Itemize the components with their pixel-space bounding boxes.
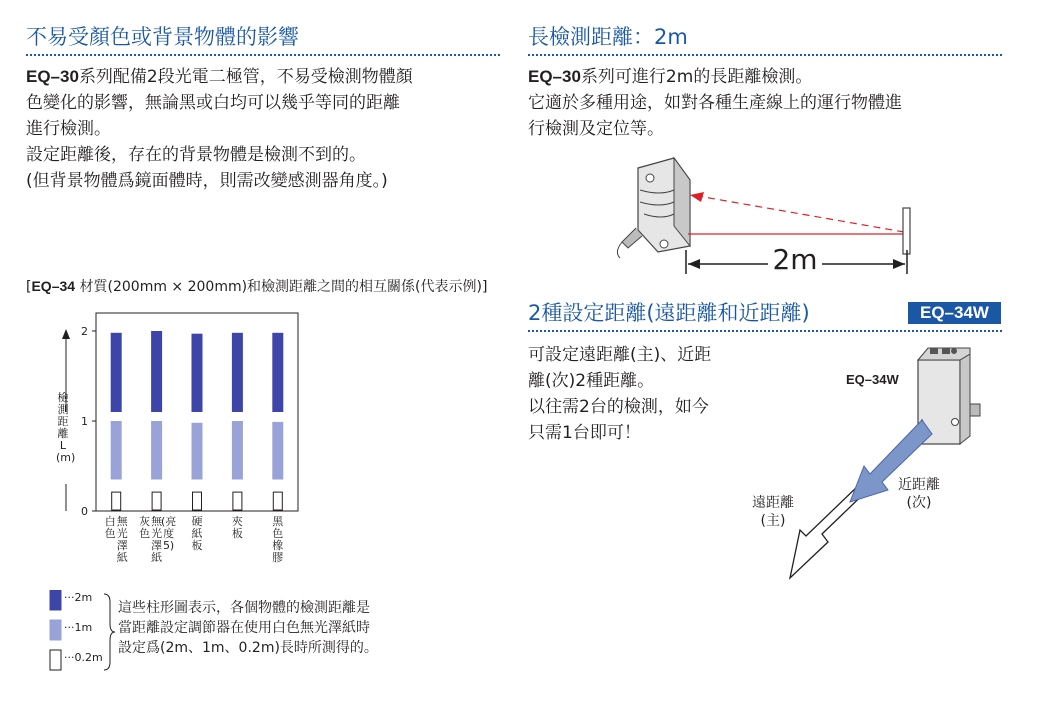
right-bottom-heading-rule	[528, 330, 1002, 332]
y-axis-label-char: (m)	[56, 451, 76, 464]
dimension-arrow-right-icon	[893, 259, 905, 269]
model-badge: EQ–34W	[908, 302, 1001, 324]
y-tick-label-0: 0	[81, 505, 88, 518]
category-label-2-0-0: 硬	[191, 515, 203, 528]
category-label-2-0-2: 板	[191, 539, 203, 552]
legend-label-2m: ···2m	[64, 591, 93, 604]
distance-label: 2m	[772, 243, 818, 276]
left-intro-line2: 色變化的影響，無論黑或白均可以幾乎等同的距離	[26, 93, 400, 113]
right-bottom-line1: 可設定遠距離(主)、近距	[528, 345, 712, 365]
y-tick-label-1: 1	[81, 415, 88, 428]
far-label-line2: (主)	[760, 513, 786, 529]
category-label-1-2-1: 度	[163, 527, 175, 540]
bar-1m-1	[151, 421, 162, 480]
near-label	[898, 476, 940, 512]
left-intro-line1: 系列配備2段光電二極管，不易受檢測物體顏	[78, 67, 413, 87]
bar-2m-4	[272, 333, 283, 412]
category-label-4-0-2: 橡	[272, 539, 284, 552]
y-axis-arrowhead-icon	[62, 329, 70, 339]
bar-02m-1	[152, 492, 161, 510]
far-label-line1: 遠距離	[752, 495, 794, 511]
left-line5: (但背景物體爲鏡面體時，則需改變感測器角度。)	[26, 171, 388, 191]
target-plate-icon	[903, 208, 910, 254]
category-label-1-2-2: 5)	[162, 539, 175, 552]
bar-1m-4	[272, 422, 283, 480]
legend-swatch-1m	[50, 620, 61, 640]
category-label-1-2-0: (亮	[160, 515, 177, 528]
chart-caption	[26, 276, 487, 296]
right-bottom-line3: 以往需2台的檢測，如今	[528, 397, 709, 417]
left-paragraph	[26, 64, 413, 194]
category-label-0-0-0: 白	[104, 515, 116, 528]
right-bottom-heading: 2種設定距離(遠距離和近距離)	[528, 301, 810, 325]
legend-swatch-2m	[50, 590, 61, 610]
bar-2m-2	[192, 334, 203, 412]
legend-note-line1: 這些柱形圖表示，各個物體的檢測距離是	[118, 600, 370, 616]
legend-brace	[100, 592, 116, 672]
bar-2m-3	[232, 333, 243, 412]
dual-distance-illustration	[770, 334, 1000, 584]
left-line4: 設定距離後，存在的背景物體是檢測不到的。	[26, 145, 366, 165]
material-distance-chart	[40, 305, 310, 580]
reflect-beam	[698, 196, 904, 232]
category-label-0-0-1: 色	[104, 527, 116, 540]
long-distance-illustration	[600, 150, 930, 280]
right-bottom-line2: 離(次)2種距離。	[528, 371, 655, 391]
left-intro-model: EQ–30	[26, 67, 79, 86]
bar-2m-1	[151, 331, 162, 412]
category-label-2-0-1: 紙	[191, 527, 203, 540]
left-intro-line3: 進行檢測。	[26, 119, 111, 139]
right-bottom-paragraph	[528, 342, 711, 446]
category-label-0-1-0: 無	[116, 515, 128, 528]
y-axis-label-char: L	[59, 439, 67, 452]
category-label-3-0-1: 板	[231, 527, 243, 540]
category-label-1-0-1: 色	[139, 527, 151, 540]
bar-02m-0	[112, 492, 121, 510]
category-label-4-0-1: 色	[272, 527, 284, 540]
legend-label-02m: ···0.2m	[64, 651, 103, 664]
chart-caption-text: 材質(200mm × 200mm)和檢測距離之間的相互關係(代表示例)]	[75, 279, 488, 295]
category-label-1-1-1: 光	[151, 527, 163, 540]
right-bottom-line4: 只需1台即可！	[528, 423, 641, 443]
category-label-1-1-0: 無	[151, 515, 163, 528]
bar-02m-2	[193, 492, 202, 510]
chart-caption-model: EQ–34	[31, 278, 76, 294]
right-top-model: EQ–30	[528, 67, 581, 86]
reflect-arrowhead-icon	[690, 192, 704, 202]
y-axis-label-char: 檢	[57, 391, 69, 404]
right-top-line1: 系列可進行2m的長距離檢測。	[580, 67, 813, 87]
bar-2m-0	[111, 333, 122, 412]
bar-1m-2	[192, 423, 203, 480]
category-label-1-0-0: 灰	[139, 515, 151, 528]
sensor-label: EQ–34W	[846, 372, 899, 387]
dimension-arrow-left-icon	[688, 259, 700, 269]
bar-02m-3	[233, 492, 242, 510]
legend-note-line2: 當距離設定調節器在使用白色無光澤紙時	[118, 620, 370, 636]
y-axis-label-char: 測	[57, 403, 69, 416]
legend-note	[118, 598, 378, 658]
right-top-line2: 它適於多種用途，如對各種生產線上的運行物體進	[528, 93, 902, 113]
category-label-4-0-0: 黑	[272, 515, 284, 528]
left-heading-rule	[26, 54, 500, 56]
far-label	[752, 494, 794, 530]
y-tick-label-2: 2	[81, 325, 88, 338]
sensor-body-icon	[617, 158, 690, 258]
category-label-0-1-3: 紙	[116, 551, 128, 564]
chart-caption-open: [	[26, 279, 32, 295]
bar-02m-4	[273, 492, 282, 510]
category-label-4-0-3: 膠	[272, 551, 284, 564]
y-axis-label-char: 距	[57, 415, 69, 428]
legend-label-1m: ···1m	[64, 621, 93, 634]
category-label-1-1-2: 澤	[151, 539, 163, 552]
bar-1m-0	[111, 421, 122, 480]
bar-1m-3	[232, 421, 243, 480]
left-heading: 不易受顏色或背景物體的影響	[26, 25, 299, 49]
category-label-0-1-2: 澤	[116, 539, 128, 552]
category-label-3-0-0: 夾	[231, 515, 243, 528]
near-label-line2: (次)	[906, 495, 932, 511]
y-axis-label-char: 離	[57, 427, 69, 440]
right-top-heading: 長檢測距離：2m	[528, 25, 688, 49]
legend-swatch-02m	[50, 650, 61, 670]
near-label-line1: 近距離	[898, 477, 940, 493]
category-label-1-1-3: 紙	[151, 551, 163, 564]
right-top-heading-rule	[528, 54, 1002, 56]
right-top-paragraph	[528, 64, 902, 142]
legend-note-line3: 設定爲(2m、1m、0.2m)長時所測得的。	[118, 640, 378, 656]
right-top-line3: 行檢測及定位等。	[528, 119, 664, 139]
category-label-0-1-1: 光	[116, 527, 128, 540]
